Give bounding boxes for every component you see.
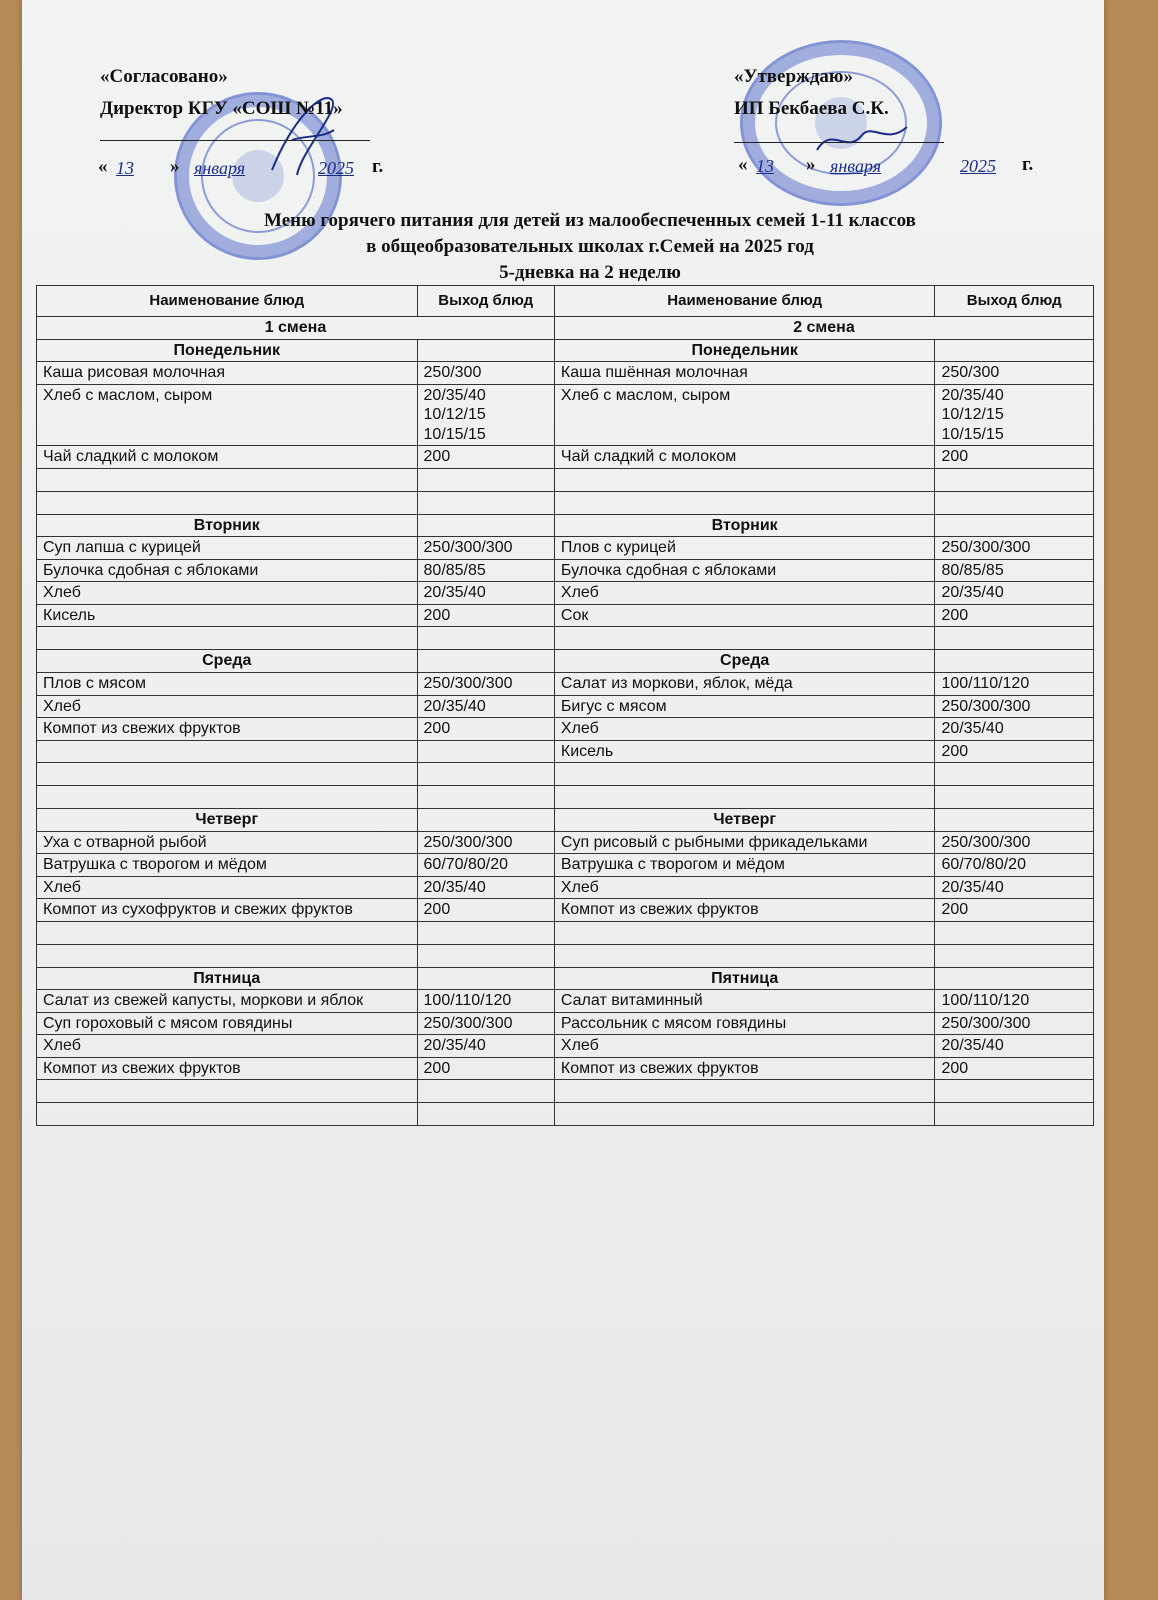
dish-output-shift-1: 200: [417, 604, 554, 627]
dish-name-shift-1: [37, 921, 418, 944]
dish-name-shift-2: Плов с курицей: [554, 537, 935, 560]
dish-output-shift-1: 250/300/300: [417, 831, 554, 854]
table-row: [37, 718, 1094, 741]
dish-name-shift-2: Хлеб: [554, 718, 935, 741]
dish-name-shift-1: [37, 627, 418, 650]
table-row: [37, 1080, 1094, 1103]
dish-output-shift-2: 200: [935, 740, 1094, 763]
dish-name-shift-2: Кисель: [554, 740, 935, 763]
right-date-g: г.: [1022, 154, 1034, 175]
shift-1-label: 1 смена: [37, 317, 555, 340]
col-header-output-1: Выход блюд: [417, 286, 554, 317]
dish-name-shift-1: Суп лапша с курицей: [37, 537, 418, 560]
day-label-shift-2: Пятница: [554, 967, 935, 990]
dish-name-shift-1: Хлеб: [37, 695, 418, 718]
day-header-row: [37, 339, 1094, 362]
dish-output-shift-2: 80/85/85: [935, 559, 1094, 582]
dish-name-shift-2: Хлеб: [554, 876, 935, 899]
menu-table: [36, 285, 1094, 1126]
table-row: [37, 695, 1094, 718]
table-row: [37, 559, 1094, 582]
right-date-month: января: [830, 156, 882, 176]
dish-output-shift-1: 20/35/40: [417, 582, 554, 605]
dish-name-shift-2: [554, 763, 935, 786]
dish-name-shift-1: Хлеб с маслом, сыром: [37, 384, 418, 446]
dish-output-shift-1: [417, 468, 554, 491]
dish-output-shift-1: 20/35/40: [417, 876, 554, 899]
dish-name-shift-2: Каша пшённая молочная: [554, 362, 935, 385]
right-approved-label: «Утверждаю»: [734, 66, 853, 87]
dish-output-shift-1: [417, 627, 554, 650]
dish-output-shift-2: 250/300/300: [935, 1012, 1094, 1035]
dish-name-shift-2: [554, 1103, 935, 1126]
dish-output-shift-1: [417, 1103, 554, 1126]
dish-output-shift-1: [417, 944, 554, 967]
dish-output-shift-1: 80/85/85: [417, 559, 554, 582]
col-header-output-2: Выход блюд: [935, 286, 1094, 317]
left-approved-label: «Согласовано»: [100, 66, 228, 87]
dish-name-shift-1: [37, 1080, 418, 1103]
dish-output-shift-1: 250/300/300: [417, 537, 554, 560]
dish-output-shift-2: [935, 1103, 1094, 1126]
table-row: [37, 627, 1094, 650]
dish-output-shift-1: 100/110/120: [417, 990, 554, 1013]
table-row: [37, 854, 1094, 877]
dish-output-shift-1: [417, 491, 554, 514]
day-label-shift-2: Среда: [554, 650, 935, 673]
dish-name-shift-1: Компот из сухофруктов и свежих фруктов: [37, 899, 418, 922]
dish-name-shift-1: [37, 468, 418, 491]
dish-output-shift-2: [935, 491, 1094, 514]
day-header-row: [37, 967, 1094, 990]
dish-name-shift-1: [37, 740, 418, 763]
dish-output-shift-2: [935, 468, 1094, 491]
dish-name-shift-1: [37, 944, 418, 967]
day-empty-cell: [417, 650, 554, 673]
table-row: [37, 362, 1094, 385]
table-row: [37, 831, 1094, 854]
dish-output-shift-1: 20/35/40: [417, 1035, 554, 1058]
table-row: [37, 537, 1094, 560]
table-row: [37, 446, 1094, 469]
col-header-name-2: Наименование блюд: [554, 286, 935, 317]
dish-output-shift-1: [417, 740, 554, 763]
dish-output-shift-1: 250/300/300: [417, 673, 554, 696]
dish-output-shift-1: 200: [417, 446, 554, 469]
table-row: [37, 899, 1094, 922]
left-position-label: Директор КГУ «СОШ №11»: [100, 98, 343, 119]
table-row: [37, 468, 1094, 491]
dish-output-shift-1: [417, 921, 554, 944]
dish-output-shift-2: 20/35/40 10/12/15 10/15/15: [935, 384, 1094, 446]
dish-name-shift-2: Бигус с мясом: [554, 695, 935, 718]
dish-output-shift-2: 250/300: [935, 362, 1094, 385]
dish-name-shift-1: [37, 786, 418, 809]
dish-name-shift-1: Каша рисовая молочная: [37, 362, 418, 385]
right-signature-line: [734, 142, 944, 143]
menu-body: [37, 339, 1094, 1125]
day-header-row: [37, 809, 1094, 832]
day-label-shift-2: Вторник: [554, 514, 935, 537]
day-empty-cell: [935, 514, 1094, 537]
dish-output-shift-1: 60/70/80/20: [417, 854, 554, 877]
dish-name-shift-2: [554, 944, 935, 967]
dish-name-shift-2: Хлеб: [554, 1035, 935, 1058]
day-label-shift-2: Четверг: [554, 809, 935, 832]
dish-name-shift-1: Компот из свежих фруктов: [37, 718, 418, 741]
left-date-open: «: [98, 156, 108, 177]
table-row: [37, 1103, 1094, 1126]
dish-name-shift-2: [554, 921, 935, 944]
left-date-month: января: [194, 158, 246, 178]
dish-output-shift-2: 200: [935, 899, 1094, 922]
dish-name-shift-1: Булочка сдобная с яблоками: [37, 559, 418, 582]
dish-name-shift-2: [554, 1080, 935, 1103]
day-header-row: [37, 514, 1094, 537]
dish-name-shift-1: Хлеб: [37, 876, 418, 899]
dish-output-shift-2: 20/35/40: [935, 718, 1094, 741]
right-date-close: »: [806, 154, 816, 175]
shift-row: [37, 317, 1094, 340]
document-title-line2: в общеобразовательных школах г.Семей на 2025 год: [366, 236, 814, 257]
dish-output-shift-2: 200: [935, 446, 1094, 469]
dish-name-shift-2: Рассольник с мясом говядины: [554, 1012, 935, 1035]
dish-output-shift-2: [935, 921, 1094, 944]
dish-output-shift-1: 200: [417, 718, 554, 741]
day-empty-cell: [417, 514, 554, 537]
dish-output-shift-1: 200: [417, 1057, 554, 1080]
left-signature-line: [100, 140, 370, 141]
table-row: [37, 786, 1094, 809]
right-date-open: «: [738, 154, 748, 175]
day-label-shift-1: Среда: [37, 650, 418, 673]
document-title-line1: Меню горячего питания для детей из малообеспеченных семей 1-11 классов: [264, 210, 916, 231]
dish-name-shift-2: [554, 627, 935, 650]
table-row: [37, 491, 1094, 514]
dish-output-shift-2: 100/110/120: [935, 990, 1094, 1013]
table-row: [37, 876, 1094, 899]
dish-output-shift-1: [417, 1080, 554, 1103]
dish-output-shift-2: 100/110/120: [935, 673, 1094, 696]
dish-output-shift-2: [935, 786, 1094, 809]
day-label-shift-1: Вторник: [37, 514, 418, 537]
table-header-row: [37, 286, 1094, 317]
shift-2-label: 2 смена: [554, 317, 1093, 340]
table-row: [37, 604, 1094, 627]
left-date-g: г.: [372, 156, 384, 177]
dish-output-shift-1: 20/35/40: [417, 695, 554, 718]
table-row: [37, 384, 1094, 446]
day-empty-cell: [417, 809, 554, 832]
dish-name-shift-2: Хлеб: [554, 582, 935, 605]
dish-output-shift-2: 20/35/40: [935, 1035, 1094, 1058]
day-label-shift-1: Четверг: [37, 809, 418, 832]
day-label-shift-1: Пятница: [37, 967, 418, 990]
dish-name-shift-2: Хлеб с маслом, сыром: [554, 384, 935, 446]
dish-name-shift-1: Уха с отварной рыбой: [37, 831, 418, 854]
dish-name-shift-2: Компот из свежих фруктов: [554, 1057, 935, 1080]
dish-name-shift-1: Суп гороховый с мясом говядины: [37, 1012, 418, 1035]
table-row: [37, 582, 1094, 605]
table-row: [37, 673, 1094, 696]
table-row: [37, 1035, 1094, 1058]
day-empty-cell: [417, 339, 554, 362]
dish-output-shift-2: [935, 1080, 1094, 1103]
table-row: [37, 990, 1094, 1013]
dish-name-shift-2: Салат витаминный: [554, 990, 935, 1013]
right-date-year: 2025: [960, 156, 996, 176]
dish-name-shift-1: Салат из свежей капусты, моркови и яблок: [37, 990, 418, 1013]
dish-name-shift-1: Кисель: [37, 604, 418, 627]
table-row: [37, 1012, 1094, 1035]
dish-name-shift-1: Плов с мясом: [37, 673, 418, 696]
dish-output-shift-2: 250/300/300: [935, 537, 1094, 560]
dish-name-shift-2: Суп рисовый с рыбными фрикадельками: [554, 831, 935, 854]
dish-output-shift-2: 250/300/300: [935, 695, 1094, 718]
right-position-label: ИП Бекбаева С.К.: [734, 98, 889, 119]
day-empty-cell: [935, 650, 1094, 673]
dish-output-shift-1: 20/35/40 10/12/15 10/15/15: [417, 384, 554, 446]
dish-name-shift-2: Ватрушка с творогом и мёдом: [554, 854, 935, 877]
dish-output-shift-2: [935, 627, 1094, 650]
table-row: [37, 740, 1094, 763]
dish-output-shift-1: 200: [417, 899, 554, 922]
dish-output-shift-2: 250/300/300: [935, 831, 1094, 854]
day-empty-cell: [417, 967, 554, 990]
dish-name-shift-2: Компот из свежих фруктов: [554, 899, 935, 922]
document-title-line3: 5-дневка на 2 неделю: [499, 262, 681, 283]
dish-name-shift-1: [37, 491, 418, 514]
dish-output-shift-2: 200: [935, 1057, 1094, 1080]
dish-name-shift-2: Булочка сдобная с яблоками: [554, 559, 935, 582]
left-date-year: 2025: [318, 158, 354, 178]
table-row: [37, 1057, 1094, 1080]
dish-name-shift-1: [37, 1103, 418, 1126]
dish-output-shift-1: 250/300/300: [417, 1012, 554, 1035]
day-header-row: [37, 650, 1094, 673]
dish-name-shift-1: Компот из свежих фруктов: [37, 1057, 418, 1080]
dish-output-shift-2: 20/35/40: [935, 582, 1094, 605]
dish-name-shift-2: Сок: [554, 604, 935, 627]
col-header-name-1: Наименование блюд: [37, 286, 418, 317]
table-row: [37, 944, 1094, 967]
table-row: [37, 763, 1094, 786]
day-label-shift-2: Понедельник: [554, 339, 935, 362]
dish-name-shift-1: [37, 763, 418, 786]
dish-name-shift-2: [554, 491, 935, 514]
dish-output-shift-1: [417, 786, 554, 809]
right-date-day: 13: [756, 156, 774, 176]
dish-output-shift-2: 20/35/40: [935, 876, 1094, 899]
dish-output-shift-2: [935, 944, 1094, 967]
dish-name-shift-2: [554, 468, 935, 491]
dish-name-shift-1: Хлеб: [37, 1035, 418, 1058]
dish-output-shift-1: 250/300: [417, 362, 554, 385]
day-empty-cell: [935, 967, 1094, 990]
dish-name-shift-2: Чай сладкий с молоком: [554, 446, 935, 469]
dish-name-shift-2: [554, 786, 935, 809]
day-label-shift-1: Понедельник: [37, 339, 418, 362]
left-date-close: »: [170, 156, 180, 177]
dish-output-shift-2: 60/70/80/20: [935, 854, 1094, 877]
day-empty-cell: [935, 809, 1094, 832]
day-empty-cell: [935, 339, 1094, 362]
left-date-day: 13: [116, 158, 134, 178]
dish-name-shift-2: Салат из моркови, яблок, мёда: [554, 673, 935, 696]
table-row: [37, 921, 1094, 944]
dish-output-shift-2: [935, 763, 1094, 786]
dish-name-shift-1: Чай сладкий с молоком: [37, 446, 418, 469]
dish-output-shift-2: 200: [935, 604, 1094, 627]
dish-output-shift-1: [417, 763, 554, 786]
dish-name-shift-1: Ватрушка с творогом и мёдом: [37, 854, 418, 877]
dish-name-shift-1: Хлеб: [37, 582, 418, 605]
